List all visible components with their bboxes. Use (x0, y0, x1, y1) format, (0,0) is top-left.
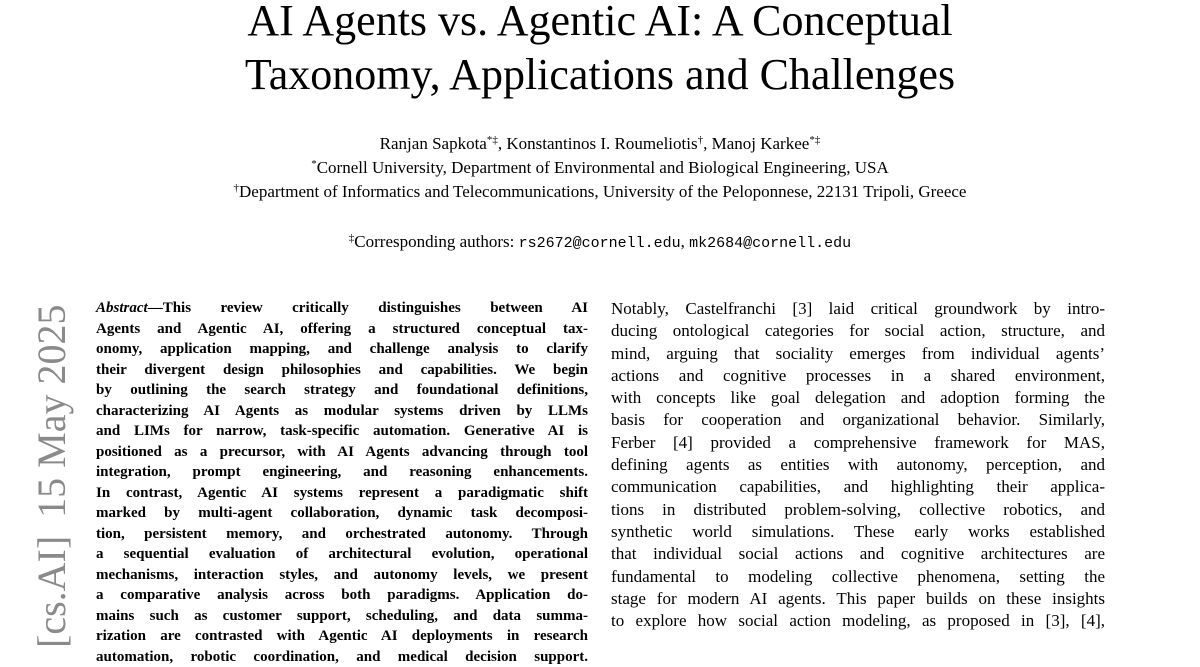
abstract-line: In contrast, Agentic AI systems represent a paradigmatic shift (96, 483, 588, 504)
abstract-line: rization are contrasted with Agentic AI deployments in research (96, 626, 588, 647)
body-line: synthetic world simulations. These early works established (611, 521, 1105, 543)
affiliation-1 (0, 156, 1200, 180)
abstract-line: characterizing AI Agents as modular systems driven by LLMs (96, 401, 588, 422)
abstract-line: by outlining the search strategy and foundational definitions, (96, 380, 588, 401)
abstract (96, 298, 588, 667)
email-link-2[interactable]: mk2684@cornell.edu (689, 235, 851, 252)
arxiv-date: 15 May 2025 (29, 305, 74, 518)
paper-title (0, 0, 1200, 102)
affiliation-2 (0, 180, 1200, 204)
author-mark: *‡ (809, 134, 820, 146)
abstract-line: a comparative analysis across both paradigms. Application do- (96, 585, 588, 606)
body-line: Ferber [4] provided a comprehensive framework for MAS, (611, 432, 1105, 454)
abstract-line: Abstract—This review critically distinguishes between AI (96, 298, 588, 319)
abstract-line: positioned as a precursor, with AI Agents advancing through tool (96, 442, 588, 463)
author-name: Ranjan Sapkota (380, 134, 487, 153)
author-name: Konstantinos I. Roumeliotis (506, 134, 697, 153)
body-line: mind, arguing that sociality emerges from individual agents’ (611, 343, 1105, 365)
body-text-right-column (611, 298, 1105, 632)
body-line: defining agents as entities with autonomy, perception, and (611, 454, 1105, 476)
title-line-2: Taxonomy, Applications and Challenges (0, 48, 1200, 102)
title-line-1: AI Agents vs. Agentic AI: A Conceptual (0, 0, 1200, 48)
author-mark: † (698, 134, 704, 146)
abstract-line: onomy, application mapping, and challenge analysis to clarify (96, 339, 588, 360)
body-line: fundamental to modeling collective phenomena, setting the (611, 566, 1105, 588)
body-line: Notably, Castelfranchi [3] laid critical groundwork by intro- (611, 298, 1105, 320)
abstract-line: Agents and Agentic AI, offering a structured conceptual tax- (96, 319, 588, 340)
corresponding-mark: ‡ (349, 232, 355, 244)
body-line: communication capabilities, and highlighting their applica- (611, 476, 1105, 498)
body-line: with concepts like goal delegation and adoption forming the (611, 387, 1105, 409)
abstract-lead: Abstract (96, 300, 148, 316)
author-block (0, 132, 1200, 204)
body-line: tions in distributed problem-solving, collective robotics, and (611, 499, 1105, 521)
arxiv-category: [cs.AI] (29, 536, 74, 648)
affiliation-mark: † (234, 182, 240, 194)
email-link-1[interactable]: rs2672@cornell.edu (519, 235, 681, 252)
corresponding-label: Corresponding authors: (354, 232, 518, 251)
abstract-line: marked by multi-agent collaboration, dynamic task decomposi- (96, 503, 588, 524)
email-separator: , (681, 232, 690, 251)
affiliation-text: Department of Informatics and Telecommunications, University of the Peloponnese, 22131 Tripoli, Greece (239, 182, 966, 201)
body-line: ducing ontological categories for social action, structure, and (611, 320, 1105, 342)
body-line: that individual social actions and cognitive architectures are (611, 543, 1105, 565)
author-mark: *‡ (487, 134, 498, 146)
abstract-line: mechanisms, interaction styles, and autonomy levels, we present (96, 565, 588, 586)
abstract-line: tion, persistent memory, and orchestrated autonomy. Through (96, 524, 588, 545)
body-line: stage for modern AI agents. This paper builds on these insights (611, 588, 1105, 610)
body-line: to explore how social action modeling, as proposed in [3], [4], (611, 610, 1105, 632)
body-line: actions and cognitive processes in a shared environment, (611, 365, 1105, 387)
corresponding-authors (0, 230, 1200, 256)
body-line: basis for cooperation and organizational behavior. Similarly, (611, 409, 1105, 431)
abstract-line: automation, robotic coordination, and medical decision support. (96, 647, 588, 667)
arxiv-identifier-stamp (30, 310, 76, 648)
abstract-line: and LIMs for narrow, task-specific automation. Generative AI is (96, 421, 588, 442)
abstract-line: their divergent design philosophies and capabilities. We begin (96, 360, 588, 381)
author-name: Manoj Karkee (712, 134, 810, 153)
author-list: Ranjan Sapkota*‡, Konstantinos I. Roumeliotis†, Manoj Karkee*‡ (0, 132, 1200, 156)
affiliation-text: Cornell University, Department of Environmental and Biological Engineering, USA (317, 158, 889, 177)
abstract-line: integration, prompt engineering, and reasoning enhancements. (96, 462, 588, 483)
abstract-line: a sequential evaluation of architectural evolution, operational (96, 544, 588, 565)
affiliation-mark: * (311, 158, 317, 170)
abstract-line: mains such as customer support, scheduling, and data summa- (96, 606, 588, 627)
